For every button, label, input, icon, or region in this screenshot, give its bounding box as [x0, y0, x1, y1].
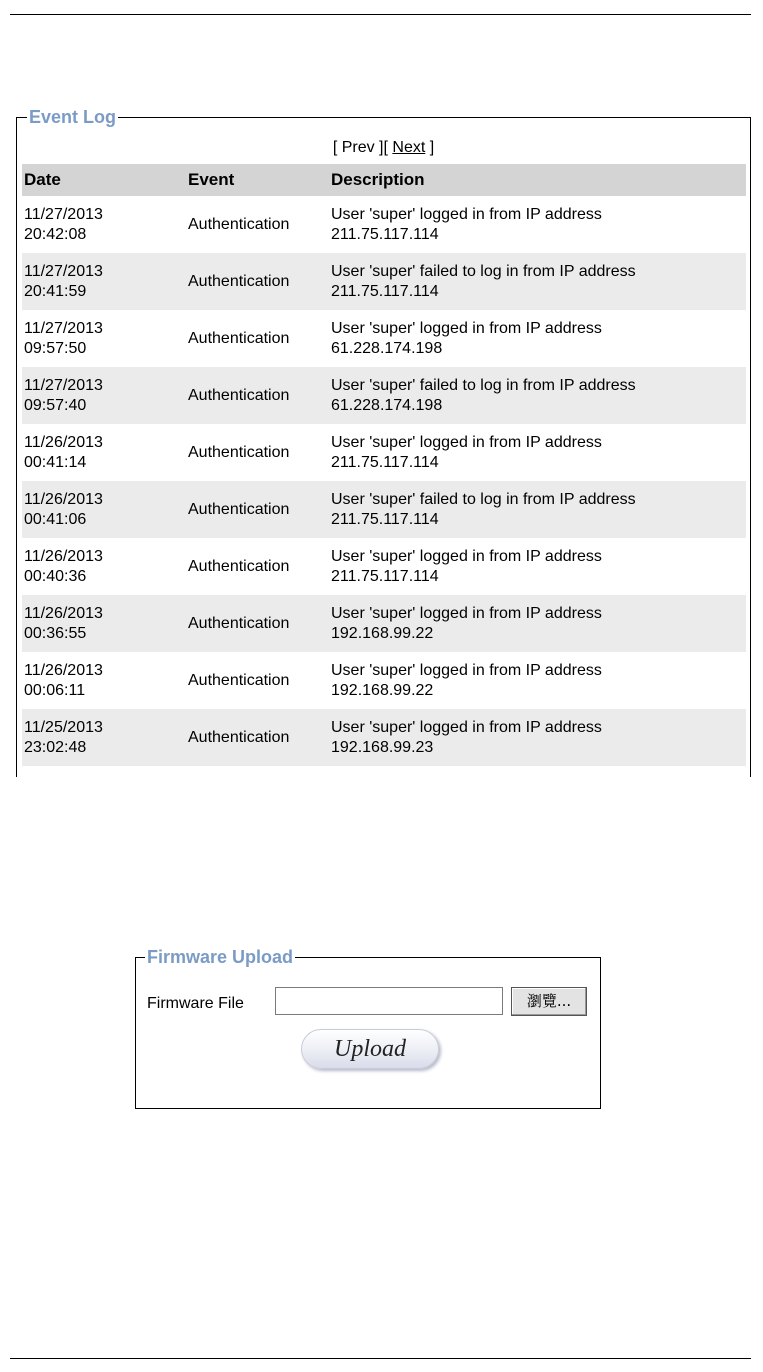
date-cell — [22, 367, 186, 424]
event-log-table — [22, 164, 746, 766]
date-cell — [22, 253, 186, 310]
date-value: 11/26/2013 — [24, 490, 103, 508]
firmware-file-label: Firmware File — [147, 995, 244, 1012]
event-cell: Authentication — [186, 253, 329, 310]
date-value: 11/25/2013 — [24, 718, 103, 736]
ip-address: 192.168.99.22 — [331, 681, 434, 699]
description-text: User 'super' failed to log in from IP address — [331, 262, 636, 280]
date-cell — [22, 652, 186, 709]
description-text: User 'super' logged in from IP address — [331, 205, 602, 223]
ip-address: 211.75.117.114 — [331, 453, 439, 471]
description-cell — [329, 709, 746, 766]
event-cell: Authentication — [186, 709, 329, 766]
event-cell: Authentication — [186, 367, 329, 424]
browse-button[interactable]: 瀏覽... — [511, 987, 587, 1016]
date-value: 11/27/2013 — [24, 376, 103, 394]
time-value: 00:41:14 — [24, 453, 87, 471]
ip-address: 192.168.99.22 — [331, 624, 434, 642]
time-value: 00:36:55 — [24, 624, 87, 642]
date-cell — [22, 709, 186, 766]
event-cell: Authentication — [188, 671, 290, 689]
event-cell: Authentication — [186, 595, 329, 652]
description-cell — [329, 196, 746, 253]
table-row — [22, 481, 746, 538]
time-value: 09:57:40 — [24, 396, 87, 414]
description-text: User 'super' logged in from IP address — [331, 319, 602, 337]
time-value: 00:40:36 — [24, 567, 87, 585]
event-cell: Authentication — [188, 557, 290, 575]
description-cell — [329, 367, 746, 424]
prev-link: Prev — [341, 139, 375, 156]
date-cell — [22, 196, 186, 253]
ip-address: 211.75.117.114 — [331, 225, 439, 243]
description-text: User 'super' logged in from IP address — [331, 547, 602, 565]
time-value: 00:06:11 — [24, 681, 86, 699]
bottom-rule — [10, 1358, 751, 1359]
column-header-event: Event — [186, 164, 329, 196]
pager: [ Prev ][ Next ] — [332, 139, 435, 156]
column-header-date: Date — [22, 164, 186, 196]
event-cell: Authentication — [188, 329, 290, 347]
date-value: 11/26/2013 — [24, 433, 103, 451]
event-log-legend: Event Log — [29, 107, 117, 127]
date-cell — [22, 424, 186, 481]
time-value: 20:42:08 — [24, 225, 87, 243]
date-value: 11/27/2013 — [24, 319, 103, 337]
date-cell — [22, 481, 186, 538]
description-cell — [329, 538, 746, 595]
table-row — [22, 253, 746, 310]
time-value: 00:41:06 — [24, 510, 87, 528]
date-cell — [22, 538, 186, 595]
event-log-panel — [16, 107, 751, 777]
next-link[interactable]: Next — [392, 139, 426, 156]
table-row — [22, 424, 746, 481]
firmware-file-input[interactable] — [275, 987, 503, 1015]
description-text: User 'super' logged in from IP address — [331, 661, 602, 679]
table-row — [22, 538, 746, 595]
ip-address: 211.75.117.114 — [331, 282, 439, 300]
description-cell — [329, 253, 746, 310]
table-row — [22, 652, 746, 709]
description-cell — [329, 595, 746, 652]
description-text: User 'super' failed to log in from IP address — [331, 376, 636, 394]
column-header-description: Description — [329, 164, 746, 196]
description-text: User 'super' failed to log in from IP address — [331, 490, 636, 508]
firmware-upload-legend: Firmware Upload — [147, 947, 294, 967]
ip-address: 211.75.117.114 — [331, 567, 439, 585]
event-cell: Authentication — [186, 481, 329, 538]
table-row — [22, 367, 746, 424]
table-row — [22, 310, 746, 367]
description-text: User 'super' logged in from IP address — [331, 718, 602, 736]
date-value: 11/26/2013 — [24, 604, 103, 622]
event-log-body — [22, 196, 746, 766]
time-value: 09:57:50 — [24, 339, 87, 357]
ip-address: 61.228.174.198 — [331, 339, 443, 357]
ip-address: 61.228.174.198 — [331, 396, 443, 414]
ip-address: 211.75.117.114 — [331, 510, 439, 528]
table-row — [22, 595, 746, 652]
description-text: User 'super' logged in from IP address — [331, 433, 602, 451]
upload-button[interactable]: Upload — [301, 1029, 439, 1069]
table-header-row — [22, 164, 746, 196]
time-value: 23:02:48 — [24, 738, 87, 756]
top-rule — [10, 14, 751, 15]
description-cell — [329, 652, 746, 709]
event-cell: Authentication — [188, 443, 290, 461]
date-cell — [22, 310, 186, 367]
description-cell — [329, 424, 746, 481]
description-text: User 'super' logged in from IP address — [331, 604, 602, 622]
table-row — [22, 709, 746, 766]
date-value: 11/27/2013 — [24, 262, 103, 280]
ip-address: 192.168.99.23 — [331, 738, 434, 756]
firmware-upload-panel — [135, 947, 601, 1109]
event-cell: Authentication — [188, 215, 290, 233]
date-value: 11/27/2013 — [24, 205, 103, 223]
description-cell — [329, 481, 746, 538]
description-cell — [329, 310, 746, 367]
table-row — [22, 196, 746, 253]
date-value: 11/26/2013 — [24, 547, 103, 565]
date-cell — [22, 595, 186, 652]
date-value: 11/26/2013 — [24, 661, 103, 679]
time-value: 20:41:59 — [24, 282, 87, 300]
